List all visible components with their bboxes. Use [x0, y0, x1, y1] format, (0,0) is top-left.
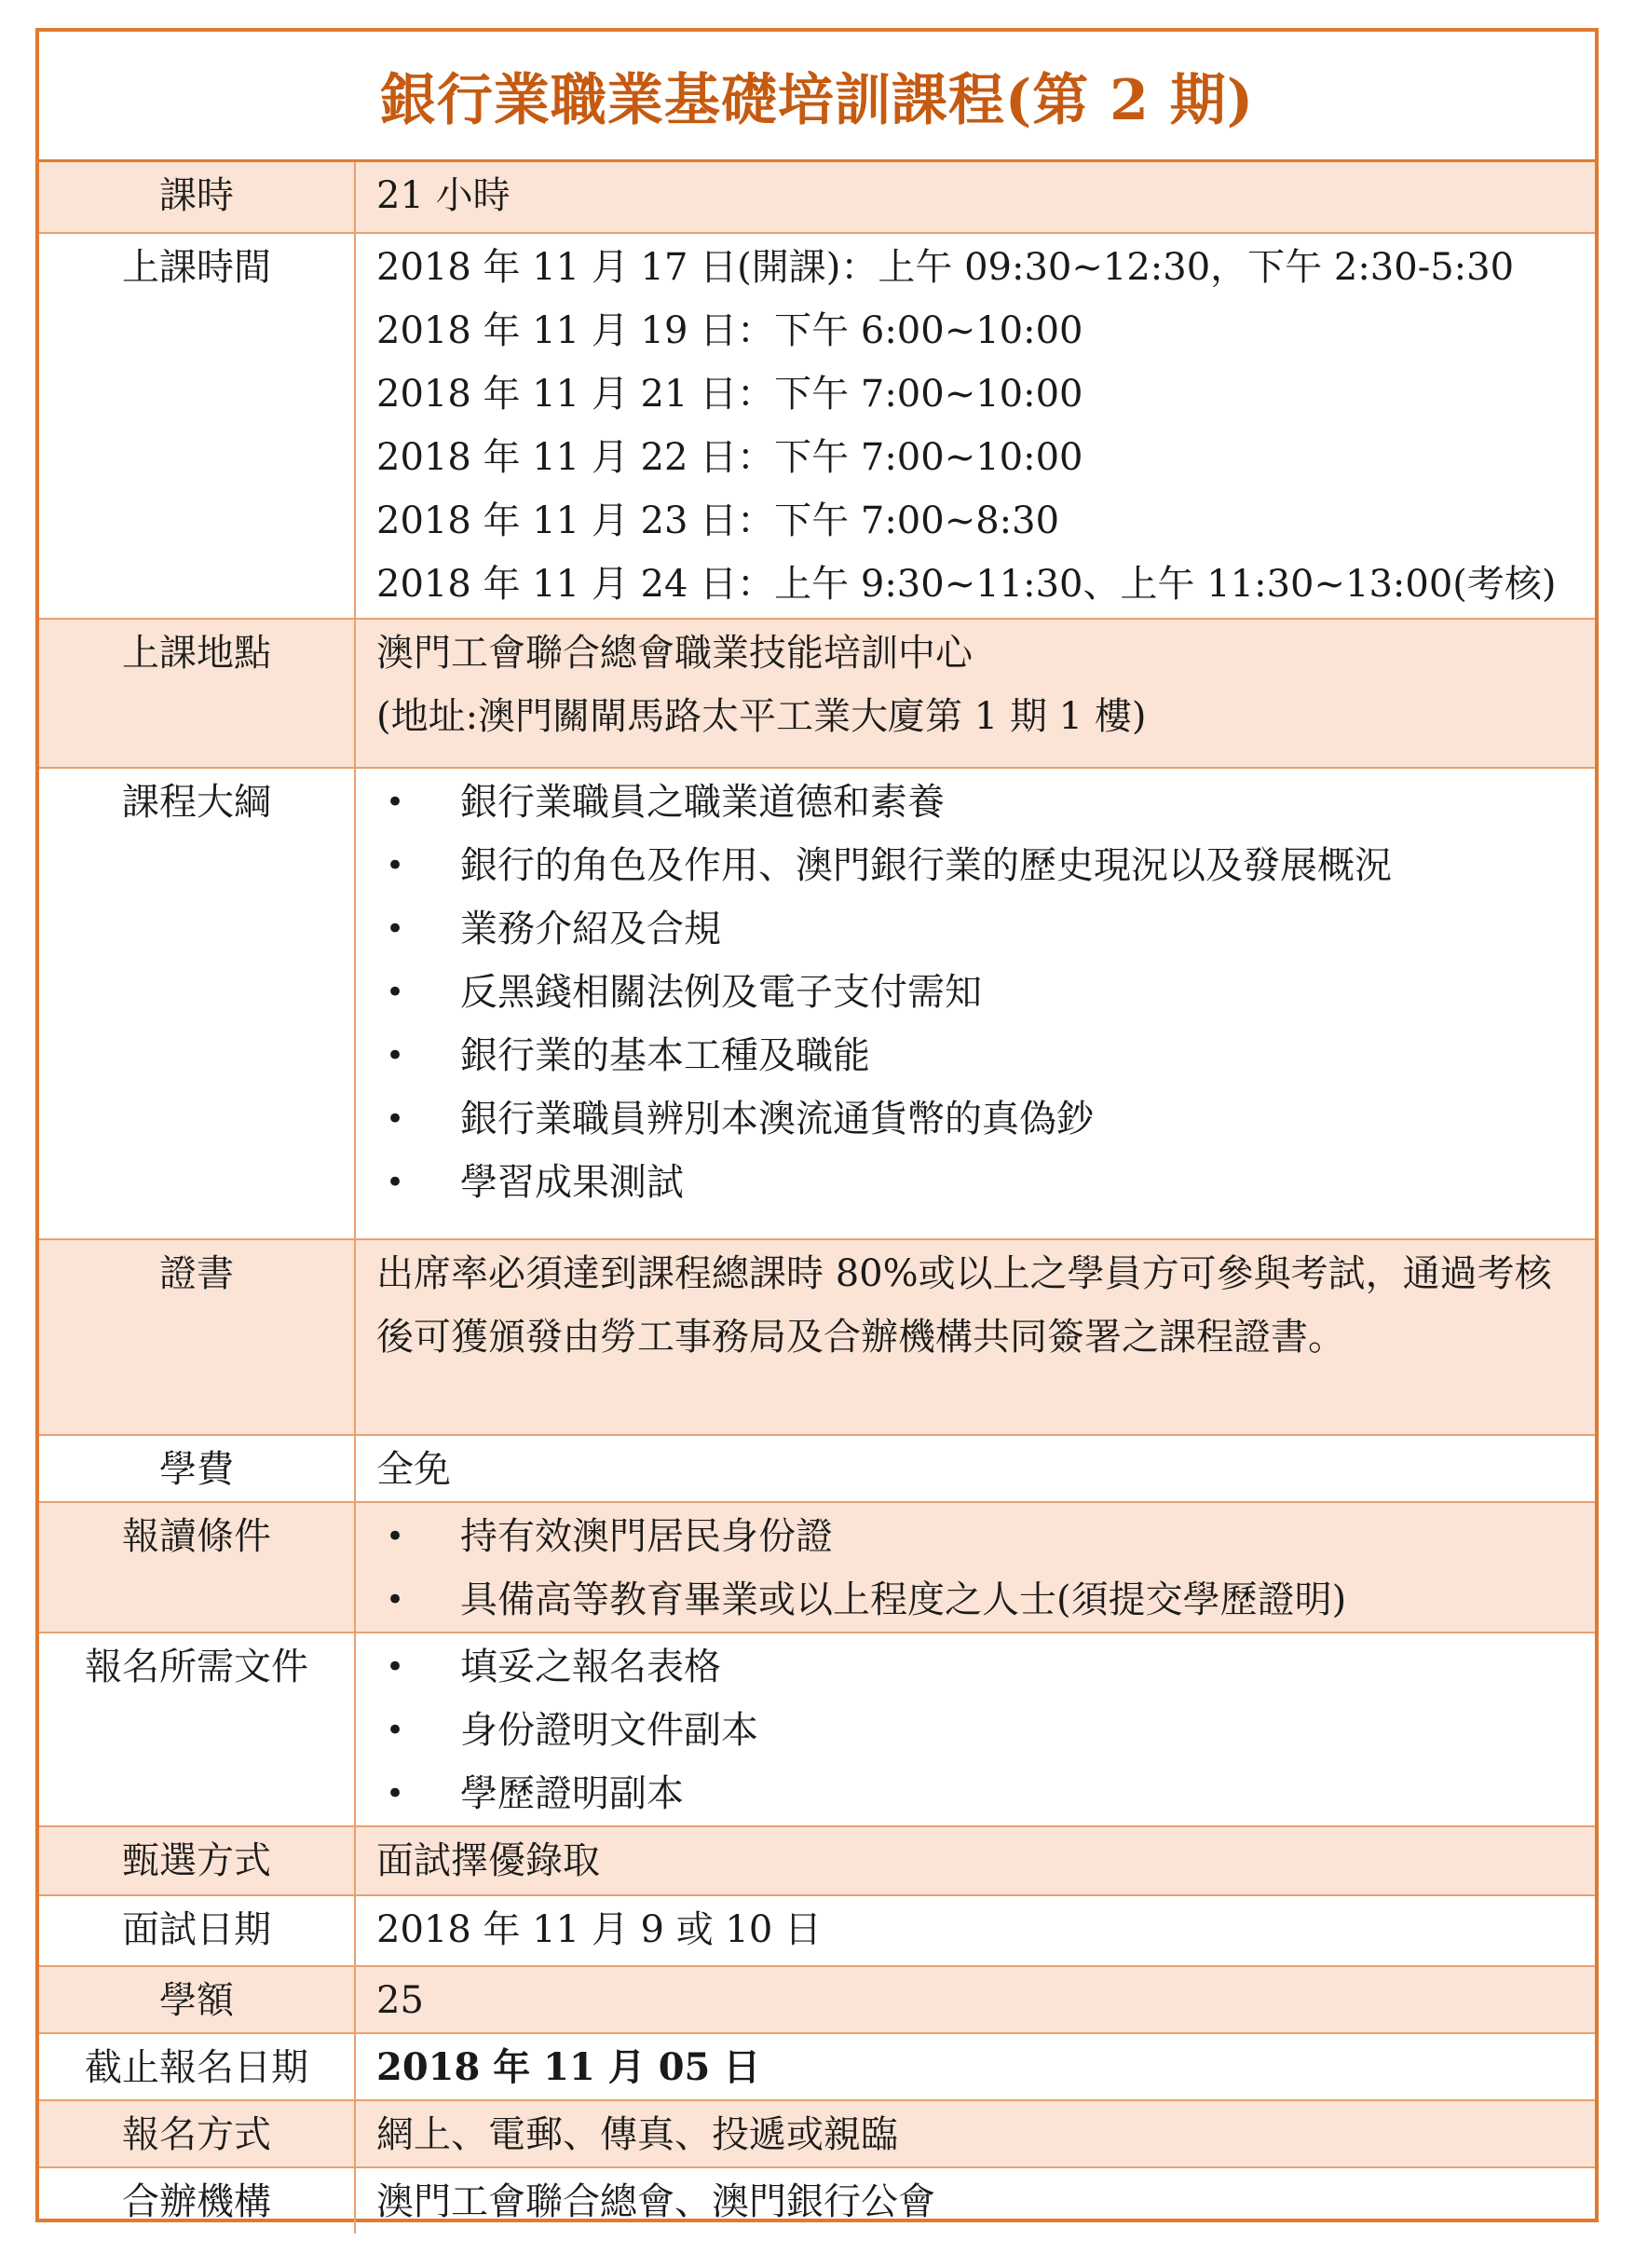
schedule-line: 2018 年 11 月 24 日：上午 9:30~11:30、上午 11:30~13:00(考核): [376, 563, 1557, 606]
bullet-icon: •: [386, 1775, 405, 1812]
label-deadline: 截止報名日期: [39, 2033, 355, 2100]
bullet-icon: •: [386, 1712, 405, 1749]
value-syllabus: [355, 768, 1595, 1239]
documents-list: [376, 1635, 1580, 1825]
list-item-text: 銀行業職員之職業道德和素養: [460, 781, 945, 824]
bullet-icon: •: [386, 1581, 405, 1619]
label-hours: 課時: [39, 162, 355, 233]
value-documents: [355, 1633, 1595, 1826]
value-selection: 面試擇優錄取: [355, 1826, 1595, 1895]
label-documents: 報名所需文件: [39, 1633, 355, 1826]
row-selection: [39, 1826, 1595, 1895]
list-item-text: 身份證明文件副本: [460, 1709, 758, 1752]
list-item-text: 學歷證明副本: [460, 1772, 684, 1815]
label-requirements: 報讀條件: [39, 1502, 355, 1633]
bullet-icon: •: [386, 910, 405, 948]
list-item: [376, 1087, 1580, 1151]
syllabus-list: [376, 771, 1580, 1214]
list-item-text: 具備高等教育畢業或以上程度之人士(須提交學歷證明): [460, 1578, 1347, 1621]
label-schedule: 上課時間: [39, 233, 355, 619]
list-item-text: 學習成果測試: [460, 1161, 684, 1204]
list-item-text: 銀行業的基本工種及職能: [460, 1034, 870, 1077]
label-location: 上課地點: [39, 619, 355, 768]
list-item: [376, 834, 1580, 897]
schedule-line: 2018 年 11 月 19 日：下午 6:00~10:00: [376, 309, 1083, 352]
label-interview: 面試日期: [39, 1895, 355, 1966]
schedule-line: 2018 年 11 月 21 日：下午 7:00~10:00: [376, 373, 1083, 416]
location-name: 澳門工會聯合總會職業技能培訓中心: [376, 632, 973, 675]
value-location: [355, 619, 1595, 768]
list-item: [376, 1762, 1580, 1825]
list-item-text: 持有效澳門居民身份證: [460, 1515, 833, 1558]
label-quota: 學額: [39, 1966, 355, 2033]
value-requirements: [355, 1502, 1595, 1633]
list-item-text: 反黑錢相關法例及電子支付需知: [460, 971, 982, 1014]
location-address: (地址:澳門關閘馬路太平工業大廈第 1 期 1 樓): [376, 695, 1147, 738]
row-organizers: [39, 2167, 1595, 2234]
row-requirements: [39, 1502, 1595, 1633]
bullet-icon: •: [386, 847, 405, 884]
list-item-text: 填妥之報名表格: [460, 1646, 721, 1688]
value-certificate: 出席率必須達到課程總課時 80%或以上之學員方可參與考試，通過考核後可獲頒發由勞工事務局及合辦機構共同簽署之課程證書。: [355, 1239, 1595, 1435]
row-hours: [39, 162, 1595, 233]
list-item: [376, 1699, 1580, 1762]
bullet-icon: •: [386, 1100, 405, 1138]
label-syllabus: 課程大綱: [39, 768, 355, 1239]
row-quota: [39, 1966, 1595, 2033]
list-item-text: 銀行的角色及作用、澳門銀行業的歷史現況以及發展概況: [460, 844, 1392, 887]
list-item: [376, 771, 1580, 834]
label-organizers: 合辦機構: [39, 2167, 355, 2234]
value-fee: 全免: [355, 1435, 1595, 1502]
value-organizers: 澳門工會聯合總會、澳門銀行公會: [355, 2167, 1595, 2234]
value-method: 網上、電郵、傳真、投遞或親臨: [355, 2100, 1595, 2167]
bullet-icon: •: [386, 1037, 405, 1074]
value-quota: 25: [355, 1966, 1595, 2033]
document-title: 銀行業職業基礎培訓課程(第 2 期): [39, 32, 1595, 162]
list-item: [376, 897, 1580, 961]
list-item: [376, 1024, 1580, 1087]
value-schedule: [355, 233, 1595, 619]
row-method: [39, 2100, 1595, 2167]
label-selection: 甄選方式: [39, 1826, 355, 1895]
list-item-text: 銀行業職員辨別本澳流通貨幣的真偽鈔: [460, 1098, 1094, 1141]
list-item: [376, 1568, 1580, 1632]
schedule-line: 2018 年 11 月 17 日(開課)：上午 09:30~12:30，下午 2:30-5:30: [376, 246, 1515, 289]
label-fee: 學費: [39, 1435, 355, 1502]
list-item: [376, 961, 1580, 1024]
value-deadline: 2018 年 11 月 05 日: [355, 2033, 1595, 2100]
course-info-frame: [35, 28, 1599, 2222]
bullet-icon: •: [386, 1518, 405, 1555]
label-certificate: 證書: [39, 1239, 355, 1435]
requirements-list: [376, 1505, 1580, 1632]
row-location: [39, 619, 1595, 768]
row-syllabus: [39, 768, 1595, 1239]
bullet-icon: •: [386, 974, 405, 1011]
row-documents: [39, 1633, 1595, 1826]
row-deadline: [39, 2033, 1595, 2100]
list-item: [376, 1151, 1580, 1214]
list-item: [376, 1635, 1580, 1699]
bullet-icon: •: [386, 1164, 405, 1201]
schedule-line: 2018 年 11 月 23 日：下午 7:00~8:30: [376, 499, 1060, 542]
row-certificate: [39, 1239, 1595, 1435]
list-item-text: 業務介紹及合規: [460, 908, 721, 950]
bullet-icon: •: [386, 784, 405, 821]
value-interview: 2018 年 11 月 9 或 10 日: [355, 1895, 1595, 1966]
row-schedule: [39, 233, 1595, 619]
value-hours: 21 小時: [355, 162, 1595, 233]
bullet-icon: •: [386, 1648, 405, 1686]
row-fee: [39, 1435, 1595, 1502]
label-method: 報名方式: [39, 2100, 355, 2167]
schedule-line: 2018 年 11 月 22 日：下午 7:00~10:00: [376, 436, 1083, 479]
course-info-table: [39, 162, 1595, 2234]
row-interview: [39, 1895, 1595, 1966]
list-item: [376, 1505, 1580, 1568]
